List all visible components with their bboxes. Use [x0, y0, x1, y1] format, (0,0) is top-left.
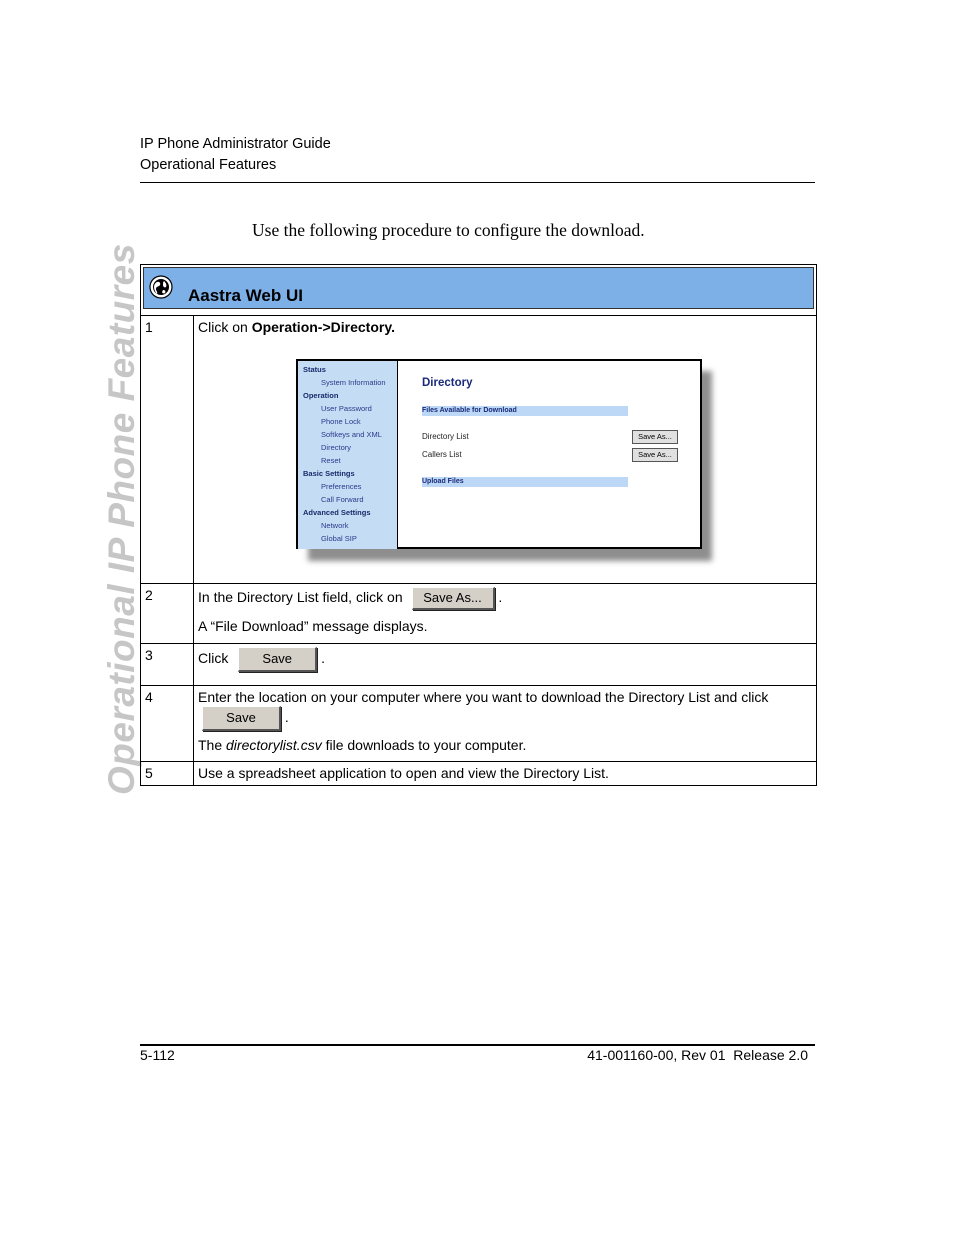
- step-1-prefix: Click on: [198, 319, 252, 335]
- step-2-text: In the Directory List field, click on: [198, 589, 403, 606]
- nav-status: Status: [303, 365, 326, 374]
- step-number: 3: [141, 644, 194, 686]
- screenshot-window: [296, 359, 702, 549]
- directory-heading: Directory: [422, 377, 473, 389]
- table-row: [141, 762, 817, 786]
- web-ui-screenshot: [296, 359, 706, 559]
- filename: directorylist.csv: [226, 737, 322, 753]
- step-4-text: Enter the location on your computer where you want to download the Directory List and click: [198, 689, 769, 705]
- nav-reset: Reset: [321, 456, 341, 465]
- step-3-text: Click: [198, 650, 229, 667]
- header-rule: [140, 182, 815, 183]
- table-title: Aastra Web UI: [188, 286, 303, 305]
- step-number: 1: [141, 316, 194, 584]
- directory-list-label: Directory List: [422, 432, 469, 441]
- directory-save-as-button: Save As...: [632, 430, 678, 444]
- step-2-note: A “File Download” message displays.: [198, 618, 428, 634]
- intro-text: Use the following procedure to configure the download.: [252, 220, 645, 240]
- nav-system-information: System Information: [321, 378, 386, 387]
- step-text: [194, 686, 817, 762]
- step-number: 2: [141, 584, 194, 644]
- upload-files-bar: Upload Files: [422, 477, 628, 487]
- nav-call-forward: Call Forward: [321, 495, 364, 504]
- step-3-period: .: [321, 650, 326, 667]
- callers-save-as-button: Save As...: [632, 448, 678, 462]
- step-1-menu-path: Operation->Directory.: [251, 319, 395, 335]
- step-text: [194, 644, 817, 686]
- guide-title: IP Phone Administrator Guide: [140, 136, 331, 152]
- screenshot-main: [398, 361, 700, 547]
- save-as-button[interactable]: Save As...: [412, 587, 495, 610]
- nav-basic-settings: Basic Settings: [303, 469, 355, 478]
- callers-list-label: Callers List: [422, 450, 462, 459]
- procedure-table: [140, 264, 817, 786]
- nav-softkeys-xml: Softkeys and XML: [321, 430, 382, 439]
- screenshot-nav: [298, 361, 398, 549]
- step-4-note-suffix: file downloads to your computer.: [321, 737, 527, 753]
- table-header: [141, 265, 817, 316]
- globe-icon: [149, 275, 173, 299]
- step-number: 5: [141, 762, 194, 786]
- nav-phone-lock: Phone Lock: [321, 417, 361, 426]
- nav-network: Network: [321, 521, 349, 530]
- step-4-note: [198, 737, 812, 753]
- step-4-note-prefix: The: [198, 737, 227, 753]
- table-row: [141, 686, 817, 762]
- nav-directory: Directory: [321, 443, 352, 452]
- step-4-period: .: [284, 709, 289, 726]
- nav-operation: Operation: [303, 391, 339, 400]
- nav-preferences: Preferences: [321, 482, 362, 491]
- side-chapter-title: Operational IP Phone Features: [101, 243, 142, 795]
- table-row: [141, 584, 817, 644]
- table-row: [141, 316, 817, 584]
- step-text: [194, 316, 817, 584]
- step-2-period: .: [498, 589, 503, 606]
- save-button[interactable]: Save: [238, 647, 317, 672]
- save-button[interactable]: Save: [202, 706, 281, 731]
- table-row: [141, 644, 817, 686]
- doc-reference: 41-001160-00, Rev 01 Release 2.0: [587, 1047, 808, 1063]
- footer-rule: [140, 1044, 815, 1046]
- step-text: Use a spreadsheet application to open and view the Directory List.: [194, 762, 817, 786]
- nav-global-sip: Global SIP: [321, 534, 357, 543]
- step-number: 4: [141, 686, 194, 762]
- files-available-bar: Files Available for Download: [422, 406, 628, 416]
- step-text: [194, 584, 817, 644]
- page-number: 5-112: [140, 1047, 175, 1063]
- nav-advanced-settings: Advanced Settings: [303, 508, 371, 517]
- section-title: Operational Features: [140, 157, 277, 173]
- nav-user-password: User Password: [321, 404, 372, 413]
